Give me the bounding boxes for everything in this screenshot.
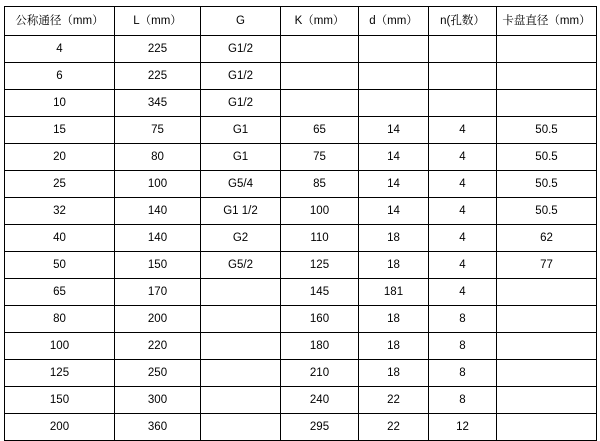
table-row [5,279,597,306]
column-header-hole-count: n(孔数） [429,7,497,36]
table-row [5,171,597,198]
cell-hole-count: 8 [429,360,497,387]
header-row [5,7,597,36]
cell-length: 300 [115,387,201,414]
column-header-d: d（mm） [359,7,429,36]
cell-nominal-diameter: 50 [5,252,115,279]
cell-chuck-diameter [497,360,597,387]
cell-d: 22 [359,387,429,414]
cell-nominal-diameter: 4 [5,36,115,63]
cell-nominal-diameter: 65 [5,279,115,306]
cell-g [201,360,281,387]
column-header-chuck-diameter: 卡盘直径（mm） [497,7,597,36]
cell-hole-count [429,90,497,117]
cell-length: 250 [115,360,201,387]
cell-chuck-diameter [497,36,597,63]
table-header [5,7,597,36]
specification-table [4,6,597,441]
cell-hole-count: 4 [429,252,497,279]
cell-k [281,63,359,90]
cell-k: 210 [281,360,359,387]
cell-g: G1 1/2 [201,198,281,225]
cell-k: 240 [281,387,359,414]
cell-d: 18 [359,333,429,360]
cell-g [201,333,281,360]
cell-length: 75 [115,117,201,144]
cell-nominal-diameter: 80 [5,306,115,333]
cell-d: 18 [359,252,429,279]
table-row [5,90,597,117]
cell-chuck-diameter [497,333,597,360]
cell-nominal-diameter: 15 [5,117,115,144]
cell-hole-count: 4 [429,225,497,252]
cell-hole-count: 12 [429,414,497,441]
table-row [5,252,597,279]
cell-length: 225 [115,63,201,90]
cell-chuck-diameter [497,414,597,441]
column-header-k: K（mm） [281,7,359,36]
cell-length: 345 [115,90,201,117]
cell-hole-count [429,63,497,90]
cell-d [359,90,429,117]
cell-length: 80 [115,144,201,171]
cell-g [201,279,281,306]
cell-k: 75 [281,144,359,171]
cell-d: 181 [359,279,429,306]
cell-g: G2 [201,225,281,252]
cell-d: 14 [359,198,429,225]
cell-g [201,387,281,414]
cell-length: 150 [115,252,201,279]
cell-chuck-diameter [497,279,597,306]
cell-k: 180 [281,333,359,360]
cell-k: 125 [281,252,359,279]
cell-k: 160 [281,306,359,333]
cell-length: 200 [115,306,201,333]
table-row [5,333,597,360]
cell-g [201,306,281,333]
cell-k: 85 [281,171,359,198]
cell-d [359,36,429,63]
cell-chuck-diameter: 50.5 [497,171,597,198]
table-row [5,117,597,144]
cell-d: 22 [359,414,429,441]
cell-chuck-diameter: 50.5 [497,198,597,225]
cell-chuck-diameter [497,387,597,414]
cell-chuck-diameter: 62 [497,225,597,252]
cell-g: G1/2 [201,36,281,63]
cell-g [201,414,281,441]
cell-k: 65 [281,117,359,144]
column-header-length: L（mm） [115,7,201,36]
cell-nominal-diameter: 150 [5,387,115,414]
cell-hole-count: 4 [429,117,497,144]
column-header-nominal-diameter: 公称通径（mm） [5,7,115,36]
cell-d: 18 [359,360,429,387]
cell-hole-count: 8 [429,306,497,333]
cell-chuck-diameter: 77 [497,252,597,279]
cell-length: 220 [115,333,201,360]
cell-chuck-diameter [497,63,597,90]
cell-nominal-diameter: 6 [5,63,115,90]
cell-nominal-diameter: 100 [5,333,115,360]
cell-d: 18 [359,306,429,333]
cell-length: 170 [115,279,201,306]
cell-d: 14 [359,144,429,171]
table-row [5,414,597,441]
cell-hole-count: 8 [429,333,497,360]
cell-nominal-diameter: 20 [5,144,115,171]
column-header-g: G [201,7,281,36]
table-row [5,360,597,387]
cell-nominal-diameter: 200 [5,414,115,441]
cell-g: G1/2 [201,90,281,117]
table-row [5,387,597,414]
cell-k: 100 [281,198,359,225]
table-row [5,144,597,171]
cell-d: 14 [359,117,429,144]
cell-chuck-diameter: 50.5 [497,144,597,171]
table-row [5,36,597,63]
cell-d: 14 [359,171,429,198]
cell-chuck-diameter [497,306,597,333]
cell-k [281,90,359,117]
cell-d [359,63,429,90]
table-body [5,36,597,441]
cell-k [281,36,359,63]
cell-g: G1 [201,144,281,171]
cell-nominal-diameter: 25 [5,171,115,198]
cell-length: 140 [115,225,201,252]
cell-k: 110 [281,225,359,252]
cell-k: 295 [281,414,359,441]
table-row [5,198,597,225]
cell-hole-count: 8 [429,387,497,414]
cell-nominal-diameter: 32 [5,198,115,225]
cell-g: G5/2 [201,252,281,279]
cell-nominal-diameter: 40 [5,225,115,252]
cell-k: 145 [281,279,359,306]
table-row [5,306,597,333]
cell-hole-count [429,36,497,63]
cell-nominal-diameter: 125 [5,360,115,387]
table-row [5,63,597,90]
cell-chuck-diameter [497,90,597,117]
cell-g: G1/2 [201,63,281,90]
cell-length: 100 [115,171,201,198]
cell-hole-count: 4 [429,171,497,198]
cell-length: 140 [115,198,201,225]
cell-g: G1 [201,117,281,144]
cell-length: 225 [115,36,201,63]
cell-g: G5/4 [201,171,281,198]
cell-length: 360 [115,414,201,441]
cell-hole-count: 4 [429,144,497,171]
cell-nominal-diameter: 10 [5,90,115,117]
cell-hole-count: 4 [429,279,497,306]
cell-hole-count: 4 [429,198,497,225]
table-row [5,225,597,252]
cell-d: 18 [359,225,429,252]
cell-chuck-diameter: 50.5 [497,117,597,144]
